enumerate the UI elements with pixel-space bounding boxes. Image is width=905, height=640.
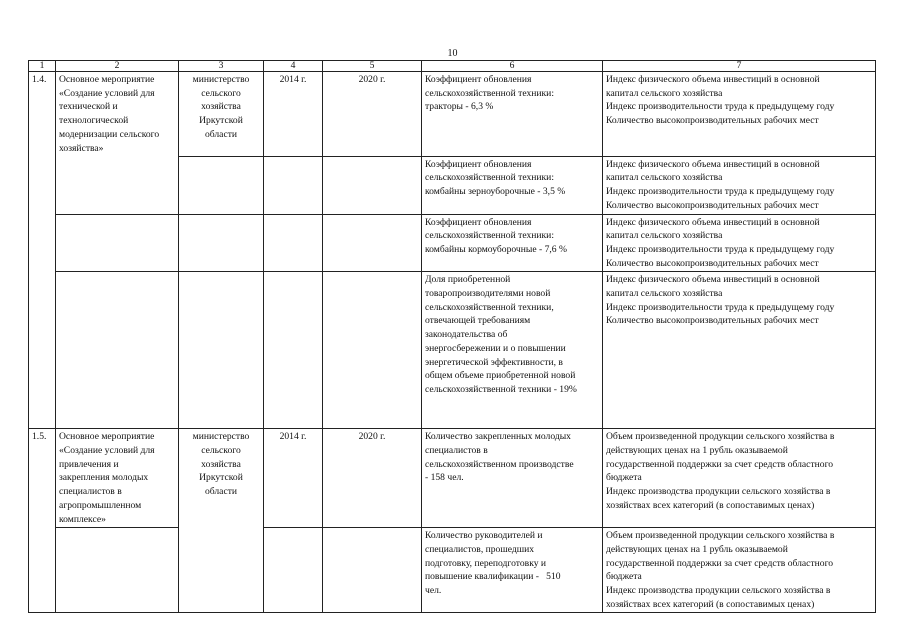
empty-cell [323,214,422,272]
header-row [29,61,876,72]
empty-cell [264,156,323,214]
empty-cell [264,528,323,613]
link-line: Индекс физического объема инвестиций в основной [606,274,820,286]
indicator-line: Коэффициент обновления [425,216,532,228]
link-line: Индекс производства продукции сельского хозяйства в [606,486,831,498]
indicator-line: Доля приобретенной [425,274,511,286]
link-line: действующих ценах на 1 рубль оказываемой [606,543,788,555]
empty-cell [56,528,179,613]
indicator-line: сельскохозяйственной техники - 19% [425,383,577,395]
measure-cell [56,429,179,528]
indicator-line: сельскохозяйственной техники, [425,301,554,313]
link-line: хозяйствах всех категорий (в сопоставимых ценах) [606,598,815,610]
link-line: Объем произведенной продукции сельского хозяйства в [606,530,835,542]
link-line: Индекс производства продукции сельского хозяйства в [606,585,831,597]
header-cell: 6 [422,61,603,72]
indicator-line: энергетической эффективности, в [425,356,563,368]
indicator-cell [422,272,603,429]
link-line: капитал сельского хозяйства [606,172,723,184]
indicator-line: энергосбережении и о повышении [425,342,566,354]
table-row [29,72,876,157]
link-line: Индекс физического объема инвестиций в основной [606,158,820,170]
link-line: Количество высокопроизводительных рабочих мест [606,257,819,269]
measure-line: специалистов в [59,486,122,498]
indicator-cell [422,72,603,157]
links-cell [603,528,876,613]
indicator-line: комбайны зерноуборочные - 3,5 % [425,186,566,198]
empty-cell [56,156,179,214]
link-line: хозяйствах всех категорий (в сопоставимых ценах) [606,499,815,511]
responsible-line: хозяйства [201,101,241,113]
responsible-line: хозяйства [201,458,241,470]
links-cell [603,156,876,214]
empty-cell [323,528,422,613]
indicator-line: отвечающей требованиям [425,315,531,327]
measure-line: Основное мероприятие [59,74,155,85]
link-line: Индекс производительности труда к предыдущему году [606,186,835,198]
responsible-line: министерство [192,74,250,85]
indicator-cell [422,528,603,613]
empty-cell [323,272,422,429]
table-row [29,214,876,272]
measure-line: «Создание условий для [59,445,155,457]
table-row [29,528,876,613]
measure-line: «Создание условий для [59,87,155,99]
row-number: 1.4. [29,72,56,157]
indicator-line: товаропроизводителями новой [425,288,551,300]
link-line: капитал сельского хозяйства [606,230,723,242]
link-line: Количество высокопроизводительных рабочих мест [606,199,819,211]
indicator-line: законодательства об [425,329,508,341]
link-line: Индекс физического объема инвестиций в основной [606,74,820,85]
table-row [29,429,876,528]
responsible-line: области [204,128,238,140]
links-cell [603,214,876,272]
table-row [29,272,876,429]
table-row [29,156,876,214]
start-year: 2014 г. [264,72,323,157]
measure-line: модернизации сельского [59,128,160,140]
empty-cell [264,272,323,429]
header-cell: 3 [179,61,264,72]
link-line: Индекс производительности труда к предыдущему году [606,243,835,255]
link-line: Индекс производительности труда к предыдущему году [606,301,835,313]
empty-cell [29,214,56,272]
indicator-line: тракторы - 6,3 % [425,101,494,113]
measure-line: технологической [59,115,129,127]
measure-line: агропромышленном [59,499,142,511]
empty-cell [179,272,264,429]
indicator-line: подготовку, переподготовку и [425,557,547,569]
measure-line: комплексе» [59,513,106,525]
indicator-cell [422,214,603,272]
link-line: государственной поддержки за счет средств областного [606,557,834,569]
indicator-line: специалистов в [425,445,488,457]
indicator-line: специалистов, прошедших [425,543,535,555]
link-line: капитал сельского хозяйства [606,288,723,300]
measure-line: закрепления молодых [59,472,149,484]
measure-cell [56,72,179,157]
header-cell: 1 [29,61,56,72]
links-cell [603,272,876,429]
indicator-cell [422,156,603,214]
empty-cell [264,214,323,272]
indicator-line: сельскохозяйственном производстве [425,458,574,470]
link-line: Объем произведенной продукции сельского хозяйства в [606,431,835,443]
link-line: бюджета [606,571,642,583]
header-cell: 7 [603,61,876,72]
link-line: Количество высокопроизводительных рабочих мест [606,315,819,327]
indicator-line: сельскохозяйственной техники: [425,87,554,99]
responsible-line: сельского [201,87,241,99]
responsible-line: сельского [201,445,241,457]
empty-cell [179,214,264,272]
measures-table [28,60,876,613]
indicator-line: - 158 чел. [425,472,464,484]
measure-line: Основное мероприятие [59,431,155,443]
end-year: 2020 г. [323,429,422,528]
empty-cell [56,214,179,272]
empty-cell [179,156,264,214]
link-line: действующих ценах на 1 рубль оказываемой [606,445,788,457]
responsible-cell [179,72,264,157]
indicator-line: Коэффициент обновления [425,158,532,170]
row-number: 1.5. [29,429,56,528]
responsible-line: области [204,486,238,498]
page-number: 10 [447,48,458,59]
empty-cell [29,156,56,214]
header-cell: 4 [264,61,323,72]
link-line: капитал сельского хозяйства [606,87,723,99]
indicator-line: комбайны кормоуборочные - 7,6 % [425,243,567,255]
header-cell: 2 [56,61,179,72]
link-line: Количество высокопроизводительных рабочих мест [606,115,819,127]
link-line: Индекс физического объема инвестиций в основной [606,216,820,228]
link-line: Индекс производительности труда к предыдущему году [606,101,835,113]
measure-line: привлечения и [59,458,119,470]
header-cell: 5 [323,61,422,72]
empty-cell [179,528,264,613]
empty-cell [323,156,422,214]
indicator-line: Количество закрепленных молодых [425,431,571,443]
end-year: 2020 г. [323,72,422,157]
start-year: 2014 г. [264,429,323,528]
empty-cell [29,528,56,613]
indicator-cell [422,429,603,528]
link-line: бюджета [606,472,642,484]
indicator-line: Коэффициент обновления [425,74,532,85]
indicator-line: повышение квалификации - 510 [425,571,561,583]
link-line: государственной поддержки за счет средств областного [606,458,834,470]
indicator-line: сельскохозяйственной техники: [425,172,554,184]
responsible-line: Иркутской [199,472,243,484]
indicator-line: чел. [425,585,442,597]
measure-line: хозяйства» [59,142,104,154]
empty-cell [56,272,179,429]
indicator-line: сельскохозяйственной техники: [425,230,554,242]
links-cell [603,429,876,528]
measure-line: технической и [59,101,118,113]
responsible-cell [179,429,264,528]
empty-cell [29,272,56,429]
indicator-line: Количество руководителей и [425,530,543,542]
responsible-line: Иркутской [199,115,243,127]
responsible-line: министерство [192,431,250,443]
indicator-line: общем объеме приобретенной новой [425,370,576,382]
links-cell [603,72,876,157]
